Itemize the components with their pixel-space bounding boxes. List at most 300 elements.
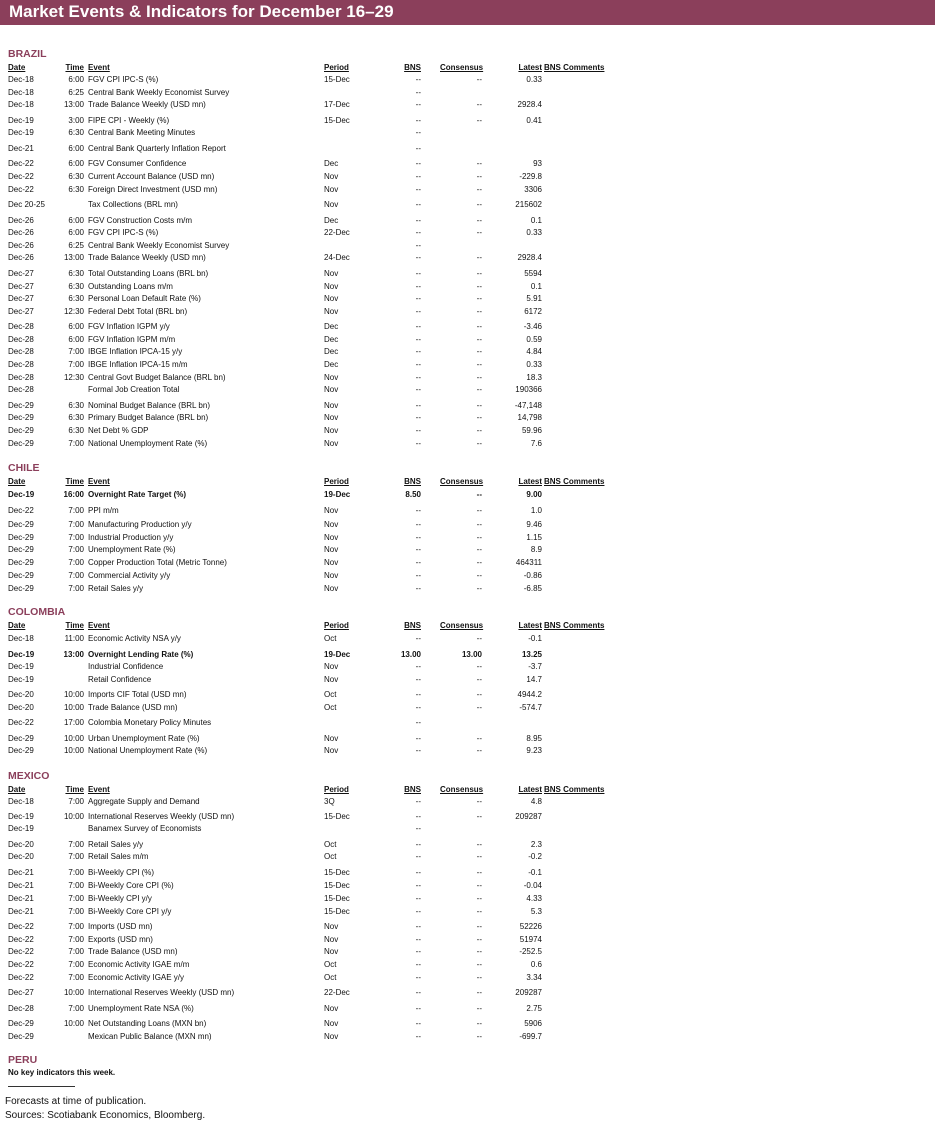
brazil-row-time: 6:00 (68, 228, 84, 237)
mexico-row-consensus: -- (476, 922, 482, 931)
brazil-row-date: Dec-19 (8, 128, 34, 137)
colombia-row-consensus: -- (476, 703, 482, 712)
brazil-row-consensus: -- (476, 200, 482, 209)
mexico-row-period: Nov (324, 1032, 339, 1041)
brazil-row-period: Nov (324, 401, 339, 410)
brazil-header-period: Period (324, 63, 349, 72)
brazil-row-date: Dec-21 (8, 144, 34, 153)
mexico-row-date: Dec-29 (8, 1019, 34, 1028)
brazil-row-consensus: -- (476, 439, 482, 448)
mexico-row-event: Economic Activity IGAE y/y (88, 973, 185, 982)
brazil-header-bns: BNS (404, 63, 421, 72)
colombia-row-bns: -- (415, 634, 421, 643)
mexico-row-date: Dec-21 (8, 894, 34, 903)
brazil-header-comments: BNS Comments (544, 63, 605, 72)
brazil-row-latest: -3.46 (523, 322, 542, 331)
colombia-header-consensus: Consensus (440, 621, 484, 630)
colombia-row-period: Oct (324, 690, 337, 699)
brazil-row-date: Dec-18 (8, 75, 34, 84)
brazil-row-event: Foreign Direct Investment (USD mn) (88, 185, 218, 194)
chile-row-event: PPI m/m (88, 506, 119, 515)
brazil-row-period: Nov (324, 413, 339, 422)
chile-row-date: Dec-29 (8, 520, 34, 529)
brazil-row-period: Nov (324, 439, 339, 448)
mexico-row-event: Mexican Public Balance (MXN mn) (88, 1032, 212, 1041)
colombia-row-consensus: 13.00 (461, 650, 482, 659)
chile-row-event: Manufacturing Production y/y (88, 520, 192, 529)
brazil-row-event: Tax Collections (BRL mn) (88, 200, 178, 209)
brazil-row-event: Total Outstanding Loans (BRL bn) (88, 269, 209, 278)
brazil-row-latest: 0.1 (530, 216, 542, 225)
colombia-row-bns: 13.00 (400, 650, 421, 659)
chile-header-bns: BNS (404, 477, 421, 486)
mexico-row-event: Bi-Weekly Core CPI (%) (88, 881, 174, 890)
brazil-row-time: 6:30 (68, 426, 84, 435)
brazil-row-bns: -- (415, 100, 421, 109)
colombia-row-event: Urban Unemployment Rate (%) (88, 734, 200, 743)
chile-row-time: 7:00 (68, 533, 84, 542)
brazil-row-latest: 0.33 (526, 75, 542, 84)
colombia-row-bns: -- (415, 746, 421, 755)
brazil-row-time: 6:00 (68, 75, 84, 84)
chile-row-period: Nov (324, 571, 339, 580)
mexico-row-event: Bi-Weekly CPI y/y (88, 894, 152, 903)
colombia-row-date: Dec-20 (8, 703, 34, 712)
colombia-row-date: Dec-22 (8, 718, 34, 727)
brazil-row-latest: 0.1 (530, 282, 542, 291)
colombia-row-date: Dec-29 (8, 746, 34, 755)
mexico-header-consensus: Consensus (440, 785, 484, 794)
brazil-row-time: 7:00 (68, 347, 84, 356)
chile-row-period: Nov (324, 584, 339, 593)
chile-row-consensus: -- (476, 533, 482, 542)
mexico-row-bns: -- (415, 894, 421, 903)
brazil-row-bns: -- (415, 228, 421, 237)
chile-row-period: Nov (324, 558, 339, 567)
chile-header-comments: BNS Comments (544, 477, 605, 486)
chile-row-consensus: -- (476, 558, 482, 567)
brazil-row-time: 6:30 (68, 269, 84, 278)
mexico-row-latest: 4.8 (530, 797, 542, 806)
colombia-header-bns: BNS (404, 621, 421, 630)
brazil-row-consensus: -- (476, 360, 482, 369)
brazil-row-period: Dec (324, 322, 339, 331)
colombia-row-bns: -- (415, 734, 421, 743)
brazil-row-date: Dec-18 (8, 100, 34, 109)
brazil-row-latest: 18.3 (526, 373, 542, 382)
mexico-row-date: Dec-19 (8, 824, 34, 833)
colombia-row-event: Colombia Monetary Policy Minutes (88, 718, 212, 727)
brazil-header-date: Date (8, 63, 26, 72)
brazil-header-latest: Latest (518, 63, 542, 72)
mexico-row-date: Dec-22 (8, 947, 34, 956)
brazil-row-period: Dec (324, 216, 339, 225)
mexico-row-bns: -- (415, 1019, 421, 1028)
brazil-row-time: 7:00 (68, 360, 84, 369)
brazil-row-period: 24-Dec (324, 253, 350, 262)
brazil-row-time: 6:25 (68, 88, 84, 97)
chile-row-time: 7:00 (68, 571, 84, 580)
colombia-row-period: Nov (324, 734, 339, 743)
mexico-row-consensus: -- (476, 894, 482, 903)
colombia-row-consensus: -- (476, 746, 482, 755)
mexico-row-bns: -- (415, 1004, 421, 1013)
brazil-row-latest: 0.41 (526, 116, 542, 125)
brazil-row-event: Central Bank Quarterly Inflation Report (88, 144, 226, 153)
chile-row-consensus: -- (476, 506, 482, 515)
colombia-row-time: 11:00 (64, 634, 84, 643)
brazil-row-latest: 5594 (524, 269, 542, 278)
mexico-header-bns: BNS (404, 785, 421, 794)
colombia-row-latest: -0.1 (528, 634, 542, 643)
chile-row-bns: -- (415, 520, 421, 529)
colombia-row-latest: 4944.2 (517, 690, 542, 699)
brazil-row-bns: -- (415, 335, 421, 344)
brazil-row-period: Dec (324, 335, 339, 344)
brazil-row-consensus: -- (476, 159, 482, 168)
colombia-row-consensus: -- (476, 634, 482, 643)
chile-header-period: Period (324, 477, 349, 486)
mexico-row-time: 7:00 (68, 973, 84, 982)
colombia-header-comments: BNS Comments (544, 621, 605, 630)
brazil-row-bns: -- (415, 401, 421, 410)
mexico-row-date: Dec-18 (8, 797, 34, 806)
brazil-row-bns: -- (415, 347, 421, 356)
brazil-row-latest: 93 (533, 159, 542, 168)
brazil-row-consensus: -- (476, 347, 482, 356)
peru-section-title: PERU (8, 1054, 38, 1066)
mexico-row-consensus: -- (476, 812, 482, 821)
brazil-row-latest: 0.33 (526, 228, 542, 237)
mexico-row-date: Dec-28 (8, 1004, 34, 1013)
chile-header-event: Event (88, 477, 110, 486)
brazil-row-period: Dec (324, 360, 339, 369)
mexico-row-date: Dec-20 (8, 840, 34, 849)
colombia-row-consensus: -- (476, 734, 482, 743)
brazil-row-bns: -- (415, 307, 421, 316)
brazil-row-time: 12:30 (63, 307, 84, 316)
colombia-row-latest: 9.23 (526, 746, 542, 755)
colombia-row-period: Nov (324, 662, 339, 671)
colombia-row-time: 10:00 (63, 703, 84, 712)
brazil-row-period: Nov (324, 282, 339, 291)
chile-section-title: CHILE (8, 462, 40, 474)
mexico-row-consensus: -- (476, 868, 482, 877)
chile-header-date: Date (8, 477, 26, 486)
mexico-row-date: Dec-22 (8, 960, 34, 969)
brazil-row-date: Dec-18 (8, 88, 34, 97)
colombia-header-latest: Latest (518, 621, 542, 630)
mexico-row-time: 7:00 (68, 852, 84, 861)
colombia-row-date: Dec-20 (8, 690, 34, 699)
brazil-row-time: 6:30 (68, 282, 84, 291)
colombia-row-time: 17:00 (63, 718, 84, 727)
colombia-row-time: 13:00 (63, 650, 84, 659)
mexico-row-time: 7:00 (68, 935, 84, 944)
brazil-row-latest: -47,148 (514, 401, 542, 410)
mexico-row-date: Dec-21 (8, 881, 34, 890)
brazil-row-event: Central Bank Weekly Economist Survey (88, 88, 230, 97)
brazil-row-date: Dec-27 (8, 294, 34, 303)
mexico-row-event: International Reserves Weekly (USD mn) (88, 988, 235, 997)
brazil-row-event: FGV Inflation IGPM m/m (88, 335, 176, 344)
brazil-row-consensus: -- (476, 294, 482, 303)
brazil-row-time: 12:30 (63, 373, 84, 382)
brazil-row-bns: -- (415, 200, 421, 209)
chile-row-time: 7:00 (68, 584, 84, 593)
colombia-row-latest: 8.95 (526, 734, 542, 743)
mexico-row-period: Nov (324, 1019, 339, 1028)
brazil-row-consensus: -- (476, 100, 482, 109)
mexico-row-event: Exports (USD mn) (88, 935, 153, 944)
brazil-row-event: Primary Budget Balance (BRL bn) (88, 413, 209, 422)
colombia-header-time: Time (65, 621, 84, 630)
colombia-row-date: Dec-19 (8, 675, 34, 684)
chile-row-time: 7:00 (68, 545, 84, 554)
brazil-row-date: Dec-26 (8, 241, 34, 250)
mexico-row-latest: 209287 (515, 988, 542, 997)
brazil-row-time: 6:00 (68, 159, 84, 168)
mexico-row-period: Oct (324, 852, 337, 861)
colombia-row-event: Trade Balance (USD mn) (88, 703, 178, 712)
mexico-row-time: 7:00 (68, 947, 84, 956)
brazil-row-bns: -- (415, 185, 421, 194)
chile-row-latest: 464311 (515, 558, 542, 567)
colombia-row-period: 19-Dec (324, 650, 351, 659)
mexico-row-bns: -- (415, 1032, 421, 1041)
chile-row-latest: 8.9 (530, 545, 542, 554)
brazil-row-latest: 4.84 (526, 347, 542, 356)
brazil-row-latest: 2928.4 (517, 100, 542, 109)
brazil-row-event: Trade Balance Weekly (USD mn) (88, 253, 206, 262)
colombia-row-period: Nov (324, 675, 339, 684)
brazil-row-time: 6:00 (68, 335, 84, 344)
chile-row-event: Unemployment Rate (%) (88, 545, 176, 554)
brazil-row-bns: -- (415, 282, 421, 291)
brazil-row-date: Dec-27 (8, 282, 34, 291)
brazil-row-period: Nov (324, 200, 339, 209)
chile-row-date: Dec-29 (8, 558, 34, 567)
brazil-row-event: Personal Loan Default Rate (%) (88, 294, 201, 303)
mexico-row-period: 15-Dec (324, 907, 350, 916)
chile-row-period: Nov (324, 520, 339, 529)
chile-row-latest: 1.15 (526, 533, 542, 542)
footnote-divider (8, 1086, 75, 1087)
colombia-row-event: Retail Confidence (88, 675, 152, 684)
mexico-row-period: 15-Dec (324, 868, 350, 877)
chile-row-period: Nov (324, 545, 339, 554)
footnote-forecasts: Forecasts at time of publication. (5, 1096, 147, 1107)
mexico-row-consensus: -- (476, 988, 482, 997)
brazil-row-bns: -- (415, 439, 421, 448)
colombia-row-time: 10:00 (63, 734, 84, 743)
chile-row-period: 19-Dec (324, 490, 351, 499)
brazil-row-period: Dec (324, 347, 339, 356)
brazil-row-date: Dec-27 (8, 307, 34, 316)
chile-row-consensus: -- (476, 490, 482, 499)
brazil-row-event: IBGE Inflation IPCA-15 y/y (88, 347, 183, 356)
brazil-row-event: FGV Construction Costs m/m (88, 216, 193, 225)
brazil-row-date: Dec-29 (8, 426, 34, 435)
brazil-row-bns: -- (415, 373, 421, 382)
mexico-row-latest: 4.33 (526, 894, 542, 903)
colombia-row-event: Industrial Confidence (88, 662, 164, 671)
brazil-row-bns: -- (415, 413, 421, 422)
brazil-row-event: Federal Debt Total (BRL bn) (88, 307, 188, 316)
brazil-row-time: 3:00 (68, 116, 84, 125)
mexico-row-latest: -699.7 (519, 1032, 542, 1041)
brazil-row-date: Dec-28 (8, 335, 34, 344)
mexico-row-consensus: -- (476, 1004, 482, 1013)
brazil-row-period: Nov (324, 294, 339, 303)
brazil-row-consensus: -- (476, 322, 482, 331)
mexico-row-date: Dec-22 (8, 922, 34, 931)
chile-header-time: Time (65, 477, 84, 486)
mexico-row-event: Bi-Weekly CPI (%) (88, 868, 155, 877)
mexico-row-time: 7:00 (68, 840, 84, 849)
brazil-row-time: 6:30 (68, 128, 84, 137)
mexico-header-comments: BNS Comments (544, 785, 605, 794)
colombia-row-bns: -- (415, 690, 421, 699)
colombia-row-latest: 14.7 (526, 675, 542, 684)
brazil-row-event: Nominal Budget Balance (BRL bn) (88, 401, 210, 410)
chile-row-event: Retail Sales y/y (88, 584, 144, 593)
chile-row-latest: 1.0 (530, 506, 542, 515)
chile-row-event: Overnight Rate Target (%) (88, 490, 187, 499)
chile-row-consensus: -- (476, 584, 482, 593)
brazil-row-latest: 2928.4 (517, 253, 542, 262)
brazil-row-latest: 7.6 (530, 439, 542, 448)
brazil-row-latest: 59.96 (521, 426, 542, 435)
brazil-row-consensus: -- (476, 335, 482, 344)
brazil-row-event: Central Govt Budget Balance (BRL bn) (88, 373, 226, 382)
brazil-row-date: Dec-29 (8, 413, 34, 422)
brazil-row-bns: -- (415, 426, 421, 435)
mexico-row-latest: 5.3 (530, 907, 542, 916)
mexico-row-event: Economic Activity IGAE m/m (88, 960, 190, 969)
brazil-row-time: 7:00 (68, 439, 84, 448)
brazil-row-bns: -- (415, 172, 421, 181)
colombia-row-bns: -- (415, 703, 421, 712)
colombia-row-bns: -- (415, 718, 421, 727)
brazil-row-latest: 0.33 (526, 360, 542, 369)
colombia-row-date: Dec-18 (8, 634, 34, 643)
colombia-row-date: Dec-29 (8, 734, 34, 743)
brazil-row-consensus: -- (476, 172, 482, 181)
chile-row-consensus: -- (476, 520, 482, 529)
mexico-row-event: Trade Balance (USD mn) (88, 947, 178, 956)
mexico-row-consensus: -- (476, 1032, 482, 1041)
mexico-row-event: Retail Sales m/m (88, 852, 149, 861)
chile-row-time: 16:00 (63, 490, 84, 499)
mexico-row-period: Nov (324, 922, 339, 931)
mexico-row-event: Bi-Weekly Core CPI y/y (88, 907, 172, 916)
brazil-row-time: 6:00 (68, 216, 84, 225)
brazil-row-event: National Unemployment Rate (%) (88, 439, 208, 448)
mexico-row-bns: -- (415, 988, 421, 997)
brazil-row-bns: -- (415, 116, 421, 125)
brazil-row-period: Nov (324, 172, 339, 181)
brazil-row-latest: 6172 (524, 307, 542, 316)
colombia-row-consensus: -- (476, 662, 482, 671)
chile-row-date: Dec-22 (8, 506, 34, 515)
mexico-header-event: Event (88, 785, 110, 794)
mexico-row-latest: 5906 (524, 1019, 542, 1028)
mexico-row-period: Nov (324, 947, 339, 956)
brazil-row-bns: -- (415, 75, 421, 84)
chile-row-date: Dec-29 (8, 571, 34, 580)
brazil-row-date: Dec-28 (8, 373, 34, 382)
brazil-row-latest: 14,798 (517, 413, 542, 422)
brazil-row-bns: -- (415, 322, 421, 331)
brazil-header-time: Time (65, 63, 84, 72)
colombia-row-latest: 13.25 (521, 650, 542, 659)
colombia-row-event: Economic Activity NSA y/y (88, 634, 181, 643)
colombia-row-date: Dec-19 (8, 650, 35, 659)
mexico-header-date: Date (8, 785, 26, 794)
brazil-row-date: Dec-22 (8, 185, 34, 194)
brazil-row-event: FGV CPI IPC-S (%) (88, 228, 159, 237)
brazil-row-consensus: -- (476, 373, 482, 382)
brazil-row-date: Dec-28 (8, 360, 34, 369)
mexico-row-bns: -- (415, 973, 421, 982)
brazil-row-period: Nov (324, 426, 339, 435)
brazil-row-date: Dec-28 (8, 347, 34, 356)
brazil-row-bns: -- (415, 159, 421, 168)
brazil-row-bns: -- (415, 241, 421, 250)
mexico-row-date: Dec-27 (8, 988, 34, 997)
chile-row-period: Nov (324, 533, 339, 542)
brazil-row-event: FGV CPI IPC-S (%) (88, 75, 159, 84)
mexico-row-event: Imports (USD mn) (88, 922, 153, 931)
mexico-row-period: 3Q (324, 797, 335, 806)
brazil-row-latest: 0.59 (526, 335, 542, 344)
brazil-row-consensus: -- (476, 216, 482, 225)
chile-row-bns: -- (415, 584, 421, 593)
mexico-row-latest: -252.5 (519, 947, 542, 956)
mexico-row-consensus: -- (476, 1019, 482, 1028)
mexico-row-latest: 0.6 (530, 960, 542, 969)
brazil-row-event: FGV Inflation IGPM y/y (88, 322, 170, 331)
mexico-row-latest: -0.2 (528, 852, 542, 861)
mexico-row-latest: 51974 (519, 935, 542, 944)
brazil-row-time: 6:30 (68, 413, 84, 422)
chile-row-event: Copper Production Total (Metric Tonne) (88, 558, 227, 567)
colombia-row-bns: -- (415, 662, 421, 671)
mexico-row-bns: -- (415, 797, 421, 806)
mexico-row-date: Dec-29 (8, 1032, 34, 1041)
mexico-header-period: Period (324, 785, 349, 794)
brazil-row-event: Outstanding Loans m/m (88, 282, 173, 291)
colombia-row-event: Overnight Lending Rate (%) (88, 650, 194, 659)
brazil-row-date: Dec-28 (8, 385, 34, 394)
brazil-row-latest: 190366 (515, 385, 542, 394)
colombia-row-period: Oct (324, 634, 337, 643)
colombia-row-date: Dec-19 (8, 662, 34, 671)
mexico-row-consensus: -- (476, 797, 482, 806)
mexico-row-time: 7:00 (68, 797, 84, 806)
mexico-row-time: 7:00 (68, 922, 84, 931)
chile-row-date: Dec-29 (8, 533, 34, 542)
colombia-row-consensus: -- (476, 675, 482, 684)
mexico-row-time: 10:00 (63, 812, 84, 821)
chile-row-event: Commercial Activity y/y (88, 571, 171, 580)
mexico-row-date: Dec-19 (8, 812, 34, 821)
chile-row-latest: 9.46 (526, 520, 542, 529)
brazil-row-latest: 3306 (524, 185, 542, 194)
colombia-header-event: Event (88, 621, 110, 630)
mexico-section-title: MEXICO (8, 770, 50, 782)
